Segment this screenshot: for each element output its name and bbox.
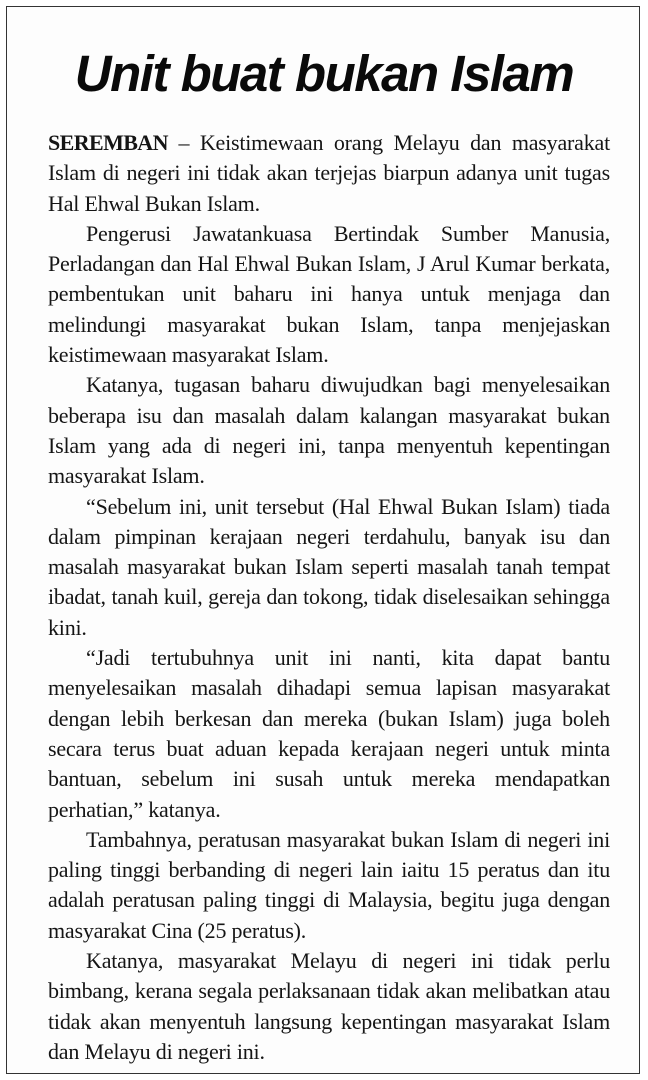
- article-body: [48, 128, 610, 1067]
- paragraph-5: Tambahnya, peratusan masyarakat bukan Islam di negeri ini paling tinggi berbanding di negeri lain iaitu 15 peratus dan itu adalah peratusan paling tinggi di Malaysia, begitu juga dengan masyarakat Cina (25 peratus).: [48, 826, 610, 943]
- paragraph-4: “Jadi tertubuhnya unit ini nanti, kita dapat bantu menyelesaikan masalah dihadapi semua lapisan masyarakat dengan lebih berkesan dan mereka (bukan Islam) juga boleh secara terus buat aduan kepada kerajaan negeri untuk minta bantuan, sebelum ini susah untuk mereka mendapatkan perhatian,” katanya.: [48, 645, 610, 822]
- lead-text: – Keistimewaan orang Melayu dan masyarakat Islam di negeri ini tidak akan terjejas biarpun adanya unit tugas Hal Ehwal Bukan Islam.: [48, 130, 610, 216]
- paragraph-2: Katanya, tugasan baharu diwujudkan bagi menyelesaikan beberapa isu dan masalah dalam kalangan masyarakat bukan Islam yang ada di negeri ini, tanpa menyentuh kepentingan masyarakat Islam.: [48, 372, 610, 489]
- paragraph-1: Pengerusi Jawatankuasa Bertindak Sumber Manusia, Perladangan dan Hal Ehwal Bukan Islam, J Arul Kumar berkata, pembentukan unit baharu ini hanya untuk menjaga dan melindungi masyarakat bukan Islam, tanpa menjejaskan keistimewaan masyarakat Islam.: [48, 220, 610, 368]
- headline: Unit buat bukan Islam: [74, 45, 574, 102]
- paragraph-3: “Sebelum ini, unit tersebut (Hal Ehwal Bukan Islam) tiada dalam pimpinan kerajaan negeri terdahulu, banyak isu dan masalah masyarakat bukan Islam seperti masalah tanah tempat ibadat, tanah kuil, gereja dan tokong, tidak diselesaikan sehingga kini.: [48, 493, 610, 640]
- paragraph-6: Katanya, masyarakat Melayu di negeri ini tidak perlu bimbang, kerana segala perlaksanaan tidak akan melibatkan atau tidak akan menyentuh langsung kepentingan masyarakat Islam dan Melayu di negeri ini.: [48, 948, 610, 1064]
- lead-paragraph: [48, 128, 610, 219]
- dateline: SEREMBAN: [48, 130, 168, 155]
